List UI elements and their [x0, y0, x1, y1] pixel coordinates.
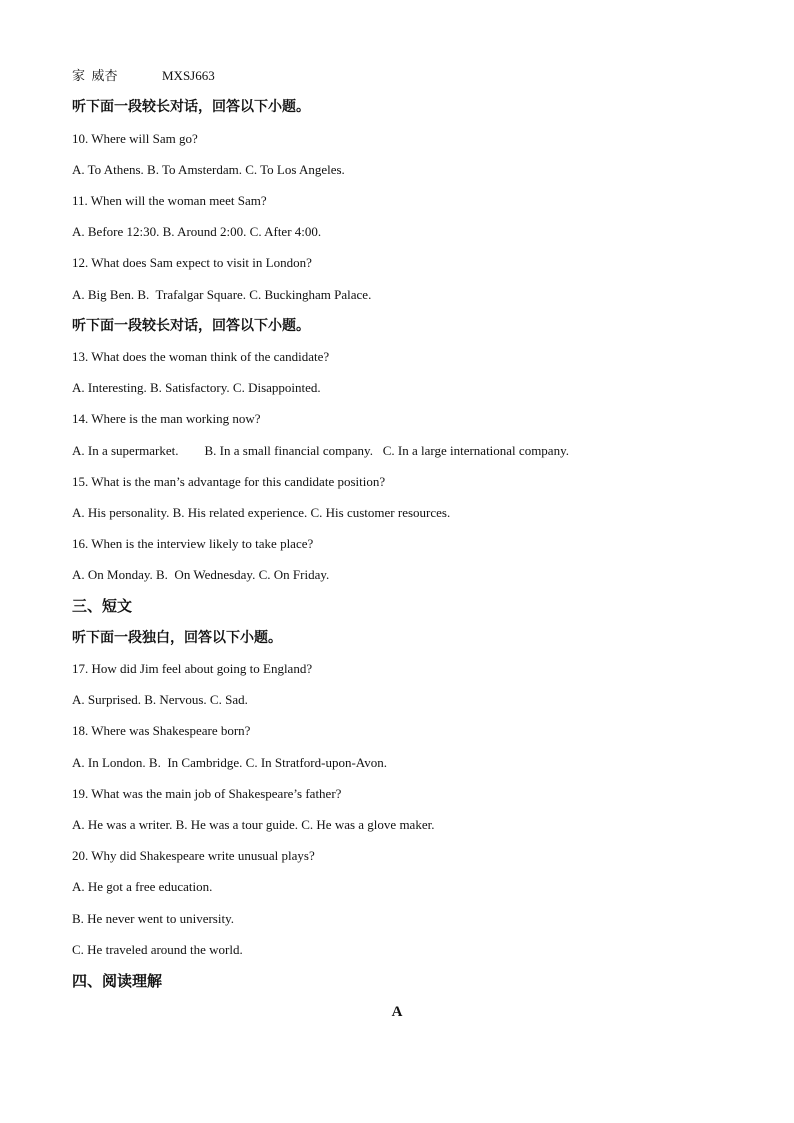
options-13: A. Interesting. B. Satisfactory. C. Disappointed. — [72, 380, 321, 395]
section-heading: 听下面一段独白，回答以下小题。 — [72, 630, 282, 646]
question-19: 19. What was the main job of Shakespeare’s father? — [72, 786, 342, 801]
question-18: 18. Where was Shakespeare born? — [72, 723, 251, 738]
question-12: 12. What does Sam expect to visit in London? — [72, 255, 312, 270]
question-15: 15. What is the man’s advantage for this candidate position? — [72, 474, 386, 489]
options-14: A. In a supermarket. B. In a small financial company. C. In a large international company. — [72, 443, 569, 458]
question-20: 20. Why did Shakespeare write unusual plays? — [72, 848, 315, 863]
section-heading: 听下面一段较长对话，回答以下小题。 — [72, 99, 310, 115]
header-code: MXSJ663 — [162, 68, 215, 83]
question-11: 11. When will the woman meet Sam? — [72, 193, 267, 208]
question-16: 16. When is the interview likely to take place? — [72, 536, 314, 551]
section-heading: 听下面一段较长对话，回答以下小题。 — [72, 318, 310, 334]
options-15: A. His personality. B. His related experience. C. His customer resources. — [72, 505, 451, 520]
options-18: A. In London. B. In Cambridge. C. In Stratford-upon-Avon. — [72, 755, 387, 770]
options-10: A. To Athens. B. To Amsterdam. C. To Los Angeles. — [72, 162, 345, 177]
option-20-b: B. He never went to university. — [72, 911, 234, 926]
options-16: A. On Monday. B. On Wednesday. C. On Friday. — [72, 567, 330, 582]
options-19: A. He was a writer. B. He was a tour guide. C. He was a glove maker. — [72, 817, 435, 832]
question-17: 17. How did Jim feel about going to England? — [72, 661, 313, 676]
option-20-a: A. He got a free education. — [72, 879, 213, 894]
options-11: A. Before 12:30. B. Around 2:00. C. After 4:00. — [72, 224, 322, 239]
option-20-c: C. He traveled around the world. — [72, 942, 243, 957]
passage-letter: A — [391, 1004, 403, 1020]
question-13: 13. What does the woman think of the candidate? — [72, 349, 330, 364]
part-title: 四、阅读理解 — [72, 972, 163, 990]
part-title: 三、短文 — [72, 597, 133, 615]
question-14: 14. Where is the man working now? — [72, 411, 261, 426]
options-12: A. Big Ben. B. Trafalgar Square. C. Buckingham Palace. — [72, 287, 372, 302]
header-name: 家 威杏 — [72, 68, 118, 83]
options-17: A. Surprised. B. Nervous. C. Sad. — [72, 692, 248, 707]
question-10: 10. Where will Sam go? — [72, 131, 198, 146]
